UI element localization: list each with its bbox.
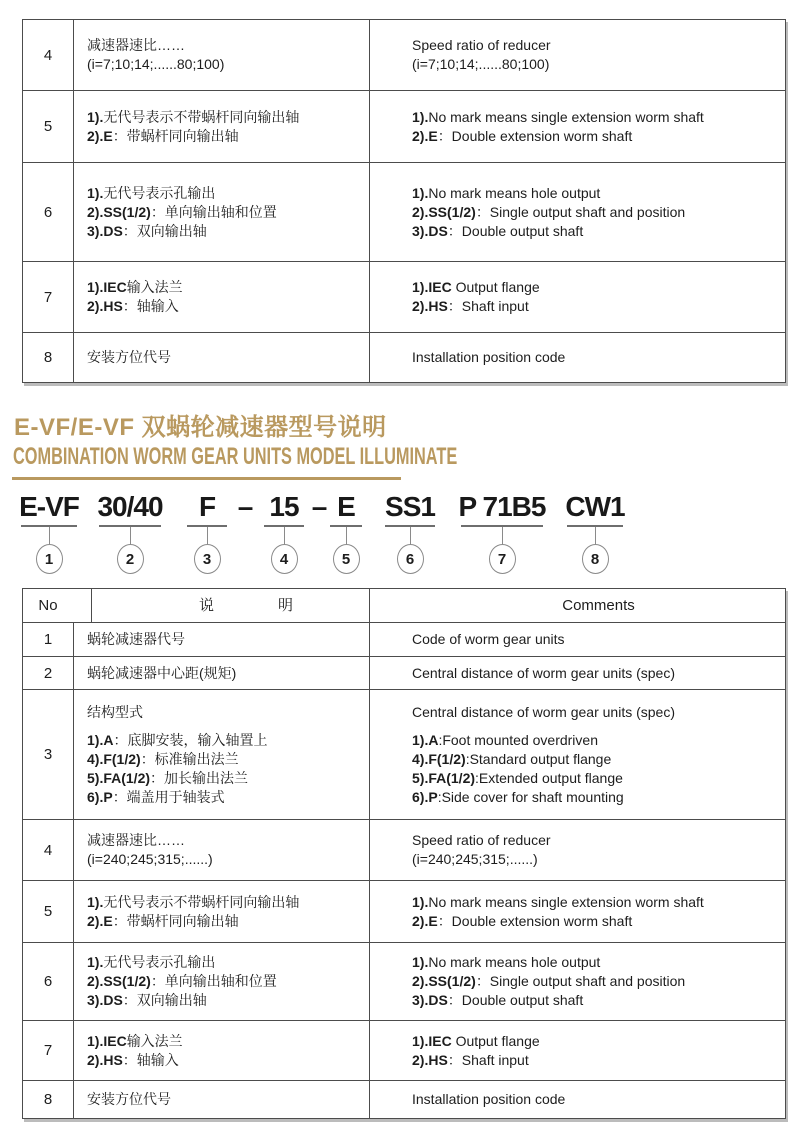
header-cn-char: 说 — [198, 597, 214, 614]
line-code: 2).E — [412, 912, 438, 929]
row-number: 6 — [43, 203, 53, 221]
description-cell — [73, 943, 369, 1020]
text-line — [412, 1051, 785, 1070]
table-row — [23, 942, 785, 1020]
row-number: 8 — [43, 349, 53, 366]
text-line — [87, 893, 369, 912]
table-row — [23, 20, 785, 90]
row-number: 3 — [43, 746, 53, 763]
model-dash — [234, 491, 256, 523]
circled-number-7: 7 — [489, 544, 516, 574]
line-code: 2).E — [87, 127, 113, 144]
text-line — [87, 664, 369, 683]
line-code: 2).E — [412, 127, 438, 144]
line-text: Output flange — [451, 1032, 540, 1049]
text-line — [87, 108, 369, 127]
text-line — [412, 297, 785, 316]
circled-number-5: 5 — [333, 544, 360, 574]
row-no-cell — [23, 91, 73, 162]
line-code: 4).F(1/2) — [412, 750, 466, 767]
text-line — [412, 222, 785, 241]
model-segment-6 — [382, 491, 438, 574]
text-line — [412, 788, 785, 807]
model-segment-text: 15 — [269, 491, 299, 522]
row-no-cell — [23, 20, 73, 90]
line-text: (i=7;10;14;......80;100) — [412, 56, 550, 72]
line-code: 1). — [87, 184, 104, 201]
circled-number-8: 8 — [582, 544, 609, 574]
row-no-cell — [23, 881, 73, 942]
line-code: 2).HS — [412, 298, 448, 314]
row-no-cell — [23, 163, 73, 261]
line-text: Central distance of worm gear units (spec) — [412, 664, 675, 681]
line-text: ：双向输出轴 — [122, 222, 207, 239]
text-line — [87, 36, 369, 55]
model-segment-5 — [329, 491, 363, 574]
line-text: 减速器速比…… — [87, 832, 185, 848]
connector-line — [130, 527, 131, 544]
text-line — [412, 893, 785, 912]
line-code: 1). — [87, 954, 104, 970]
table-row — [23, 90, 785, 162]
text-line — [412, 55, 785, 74]
line-text: (i=240;245;315;......) — [87, 851, 213, 867]
text-line — [87, 1032, 369, 1051]
text-line — [412, 1090, 785, 1109]
model-segment-text: SS1 — [385, 491, 435, 522]
model-segment-text: E — [337, 491, 355, 522]
line-text: ：轴输入 — [122, 1051, 179, 1068]
header-description — [91, 589, 387, 622]
comments-cell — [369, 820, 785, 880]
description-cell — [73, 163, 369, 261]
description-cell — [73, 333, 369, 382]
text-line — [87, 297, 369, 316]
line-code: 1). — [87, 108, 104, 125]
comments-cell — [369, 1081, 785, 1118]
text-line — [412, 972, 785, 991]
line-code: 2).HS — [412, 1051, 448, 1068]
text-line — [412, 108, 785, 127]
line-code: 2).SS(1/2) — [412, 203, 476, 220]
row-no-cell — [23, 943, 73, 1020]
dash-text: – — [237, 491, 253, 522]
header-no-label: No — [38, 597, 58, 614]
line-text: 无代号表示孔输出 — [103, 184, 216, 201]
description-cell — [73, 262, 369, 332]
row-number: 8 — [43, 1091, 53, 1108]
line-text: ：Single output shaft and position — [475, 203, 686, 220]
line-code: 3).DS — [412, 992, 448, 1008]
dash-text: – — [311, 491, 327, 522]
connector-line — [284, 527, 285, 544]
circled-number-1: 1 — [36, 544, 63, 574]
line-text: 蜗轮减速器中心距(规矩) — [87, 664, 237, 681]
line-code: 4).F(1/2) — [87, 750, 141, 767]
row-no-cell — [23, 820, 73, 880]
model-segment-2 — [93, 491, 167, 574]
line-text: ：双向输出轴 — [122, 992, 207, 1008]
row-no-cell — [23, 262, 73, 332]
line-text: 无代号表示不带蜗杆同向输出轴 — [103, 893, 300, 910]
header-cn-char: 明 — [278, 597, 294, 614]
table-row — [23, 656, 785, 689]
line-text: ：单向输出轴和位置 — [150, 203, 277, 220]
text-line — [87, 750, 369, 769]
line-text: ：Shaft input — [447, 298, 529, 314]
line-text: Central distance of worm gear units (spec) — [412, 703, 675, 720]
line-code: 1).IEC — [412, 279, 452, 295]
line-text: 减速器速比…… — [87, 37, 185, 53]
header-comments-label: Comments — [562, 597, 635, 614]
text-line — [87, 972, 369, 991]
line-code: 2).SS(1/2) — [87, 203, 151, 220]
table-row — [23, 880, 785, 942]
text-line — [412, 278, 785, 297]
text-line — [412, 664, 785, 683]
line-code: 1).A — [412, 731, 439, 748]
line-code: 2).HS — [87, 1051, 123, 1068]
comments-cell — [369, 333, 785, 382]
row-no-cell — [23, 657, 73, 689]
line-text: No mark means single extension worm shaft — [428, 108, 704, 125]
line-text: ：带蜗杆同向输出轴 — [112, 912, 239, 929]
comments-cell — [369, 943, 785, 1020]
section-title-cn: E-VF/E-VF 双蜗轮减速器型号说明 — [14, 414, 387, 441]
table-row — [23, 332, 785, 382]
circled-number-6: 6 — [397, 544, 424, 574]
model-segment-text: CW1 — [565, 491, 625, 522]
line-code: 1). — [412, 108, 429, 125]
line-text: (i=240;245;315;......) — [412, 851, 538, 867]
line-text: ：Double output shaft — [447, 992, 584, 1008]
row-number: 4 — [43, 46, 53, 64]
line-code: 2).E — [87, 912, 113, 929]
model-segment-text: 30/40 — [97, 491, 163, 522]
description-cell — [73, 91, 369, 162]
comments-cell — [369, 20, 785, 90]
table-row — [23, 1080, 785, 1118]
line-code: 1).IEC — [87, 1032, 127, 1049]
table-row — [23, 622, 785, 656]
line-text: ：轴输入 — [122, 298, 179, 314]
line-text: 蜗轮减速器代号 — [87, 631, 185, 647]
line-text: 输入法兰 — [126, 279, 183, 295]
line-code: 6).P — [87, 788, 113, 805]
text-line — [412, 203, 785, 222]
table-header-row — [23, 589, 785, 622]
text-line — [412, 36, 785, 55]
text-line — [87, 831, 369, 850]
line-text: ：Double output shaft — [447, 222, 584, 239]
model-segment-text: E-VF — [19, 491, 79, 522]
row-no-cell — [23, 333, 73, 382]
line-code: 1). — [412, 184, 429, 201]
connector-line — [49, 527, 50, 544]
connector-line — [346, 527, 347, 544]
row-number: 4 — [43, 841, 53, 859]
text-line — [87, 127, 369, 146]
comments-cell — [369, 262, 785, 332]
line-text: No mark means single extension worm shaft — [428, 893, 704, 910]
header-no — [23, 589, 73, 622]
model-segment-text: F — [198, 491, 216, 522]
line-text: 安装方位代号 — [87, 1091, 171, 1107]
text-line — [87, 991, 369, 1010]
line-text: 输入法兰 — [126, 1032, 183, 1049]
row-number: 5 — [43, 118, 53, 135]
model-dash — [310, 491, 328, 523]
line-text: No mark means hole output — [428, 184, 601, 201]
row-no-cell — [23, 1081, 73, 1118]
text-line — [412, 127, 785, 146]
text-line — [87, 222, 369, 241]
text-line — [412, 750, 785, 769]
description-cell — [73, 881, 369, 942]
line-text: 安装方位代号 — [87, 349, 171, 365]
row-number: 1 — [43, 631, 53, 648]
header-comments — [369, 589, 785, 622]
comments-cell — [369, 163, 785, 261]
connector-line — [595, 527, 596, 544]
line-code: 1).IEC — [87, 279, 127, 295]
model-segment-4 — [263, 491, 305, 574]
line-code: 2).SS(1/2) — [87, 973, 151, 989]
text-line — [87, 769, 369, 788]
line-text: Speed ratio of reducer — [412, 37, 551, 53]
model-segment-7 — [456, 491, 548, 574]
table-row — [23, 162, 785, 261]
line-text: No mark means hole output — [428, 954, 601, 970]
line-text: ：底脚安装，输入轴置上 — [113, 731, 268, 748]
text-line — [87, 850, 369, 869]
table-row — [23, 819, 785, 880]
line-text: ：标准输出法兰 — [140, 750, 239, 767]
text-line — [87, 912, 369, 931]
comments-cell — [369, 623, 785, 656]
text-line — [87, 1051, 369, 1070]
row-number: 2 — [43, 664, 53, 682]
line-text: ：Double extension worm shaft — [437, 912, 633, 929]
line-code: 1). — [412, 954, 429, 970]
line-code: 6).P — [412, 788, 438, 805]
line-text: Speed ratio of reducer — [412, 832, 551, 848]
line-text: 无代号表示不带蜗杆同向输出轴 — [103, 108, 300, 125]
line-text: ：Shaft input — [447, 1051, 529, 1068]
text-line — [412, 731, 785, 750]
line-text: ：单向输出轴和位置 — [150, 973, 277, 989]
line-text: Output flange — [451, 279, 540, 295]
row-no-cell — [23, 623, 73, 656]
line-text: Code of worm gear units — [412, 631, 565, 647]
model-code-diagram — [16, 491, 627, 574]
row-no-cell — [23, 690, 73, 819]
text-line — [412, 831, 785, 850]
description-cell — [73, 623, 369, 656]
line-code: 5).FA(1/2) — [412, 769, 476, 786]
text-line — [87, 630, 369, 649]
connector-line — [410, 527, 411, 544]
text-line — [412, 912, 785, 931]
line-code: 1). — [412, 893, 429, 910]
comments-cell — [369, 690, 785, 819]
model-segment-1 — [16, 491, 82, 574]
row-number: 5 — [43, 903, 53, 920]
line-code: 5).FA(1/2) — [87, 769, 151, 786]
text-line — [412, 991, 785, 1010]
text-line — [412, 630, 785, 649]
line-text: :Extended output flange — [475, 769, 623, 786]
line-code: 2).HS — [87, 298, 123, 314]
text-line — [87, 184, 369, 203]
description-cell — [73, 20, 369, 90]
text-line — [87, 788, 369, 807]
text-line — [87, 703, 369, 722]
row-number: 6 — [43, 973, 53, 990]
text-line — [87, 348, 369, 367]
text-line — [412, 850, 785, 869]
comments-cell — [369, 657, 785, 689]
table-row — [23, 261, 785, 332]
connector-line — [207, 527, 208, 544]
title-underline — [12, 477, 401, 480]
text-line — [412, 184, 785, 203]
model-segment-text: P 71B5 — [458, 491, 546, 522]
circled-number-3: 3 — [194, 544, 221, 574]
description-cell — [73, 1081, 369, 1118]
row-number: 7 — [43, 1042, 53, 1059]
row-number: 7 — [43, 288, 53, 306]
line-text: :Standard output flange — [465, 750, 612, 767]
line-code: 2).SS(1/2) — [412, 973, 476, 989]
upper-table — [22, 19, 786, 383]
circled-number-2: 2 — [117, 544, 144, 574]
text-line — [412, 769, 785, 788]
description-cell — [73, 690, 369, 819]
line-code: 3).DS — [87, 992, 123, 1008]
text-line — [412, 348, 785, 367]
connector-line — [502, 527, 503, 544]
line-text: ：端盖用于轴装式 — [112, 788, 225, 805]
circled-number-4: 4 — [271, 544, 298, 574]
line-text: :Side cover for shaft mounting — [437, 788, 624, 805]
text-line — [87, 1090, 369, 1109]
line-text: Installation position code — [412, 1091, 566, 1107]
line-text: (i=7;10;14;......80;100) — [87, 56, 225, 72]
section-title-en: COMBINATION WORM GEAR UNITS MODEL ILLUMINATE — [13, 443, 458, 470]
line-code: 3).DS — [412, 222, 448, 239]
line-code: 1). — [87, 893, 104, 910]
main-table — [22, 588, 786, 1119]
row-no-cell — [23, 1021, 73, 1080]
comments-cell — [369, 881, 785, 942]
text-line — [412, 953, 785, 972]
table-row — [23, 689, 785, 819]
text-line — [87, 203, 369, 222]
line-code: 1).IEC — [412, 1032, 452, 1049]
text-line — [87, 953, 369, 972]
text-line — [87, 278, 369, 297]
description-cell — [73, 1021, 369, 1080]
comments-cell — [369, 1021, 785, 1080]
line-code: 3).DS — [87, 222, 123, 239]
table-row — [23, 1020, 785, 1080]
line-text: ：带蜗杆同向输出轴 — [112, 127, 239, 144]
line-text: :Foot mounted overdriven — [438, 731, 598, 748]
line-text: Installation position code — [412, 349, 566, 365]
line-code: 1).A — [87, 731, 114, 748]
line-text: 无代号表示孔输出 — [103, 954, 216, 970]
line-text: ：Double extension worm shaft — [437, 127, 633, 144]
text-line — [87, 731, 369, 750]
comments-cell — [369, 91, 785, 162]
model-segment-8 — [563, 491, 627, 574]
text-line — [412, 1032, 785, 1051]
model-segment-3 — [186, 491, 228, 574]
line-text: 结构型式 — [87, 703, 143, 720]
text-line — [87, 55, 369, 74]
description-cell — [73, 657, 369, 689]
text-line — [412, 703, 785, 722]
line-text: ：Single output shaft and position — [475, 973, 686, 989]
description-cell — [73, 820, 369, 880]
line-text: ：加长输出法兰 — [150, 769, 249, 786]
